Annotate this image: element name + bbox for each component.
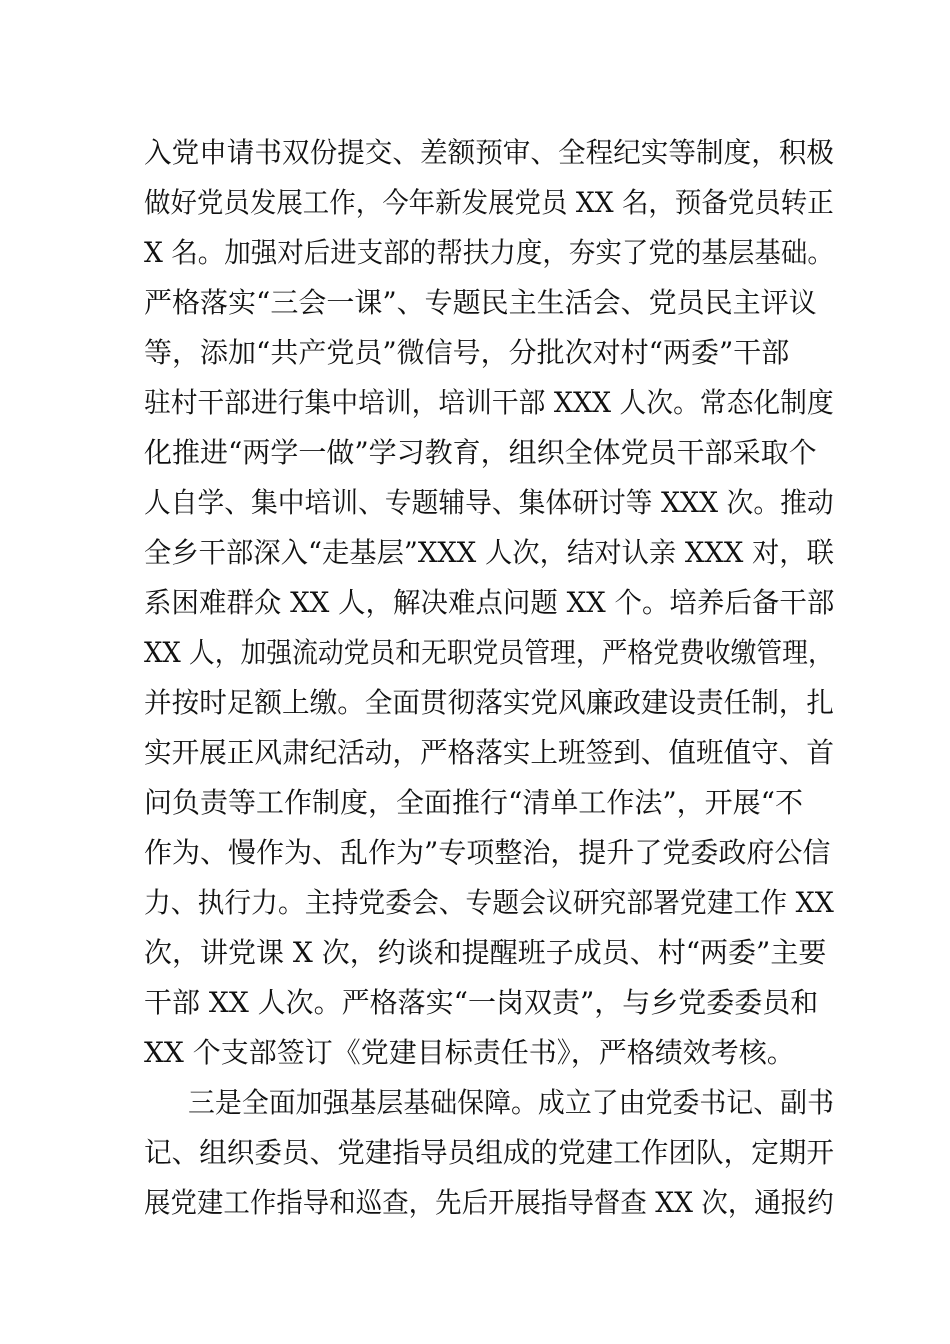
text-line: 展党建工作指导和巡查，先后开展指导督查 XX 次，通报约 (144, 1186, 834, 1219)
text-line: XX 个支部签订《党建目标责任书》，严格绩效考核。 (144, 1036, 795, 1069)
text-line: 并按时足额上缴。全面贯彻落实党风廉政建设责任制，扎 (144, 686, 835, 719)
text-line: X 名。加强对后进支部的帮扶力度，夯实了党的基层基础。 (144, 236, 834, 269)
text-line: 记、组织委员、党建指导员组成的党建工作团队，定期开 (144, 1136, 835, 1169)
text-line: 做好党员发展工作，今年新发展党员 XX 名，预备党员转正 (144, 186, 834, 219)
text-line: 实开展正风肃纪活动，严格落实上班签到、值班值守、首 (144, 736, 835, 769)
text-line: 力、执行力。主持党委会、专题会议研究部署党建工作 XX (144, 886, 834, 919)
paragraph-start-line: 三是全面加强基层基础保障。成立了由党委书记、副书 (188, 1086, 835, 1119)
text-line: 严格落实“三会一课”、专题民主生活会、党员民主评议 (144, 286, 817, 319)
text-line: 化推进“两学一做”学习教育，组织全体党员干部采取个 (144, 436, 817, 469)
text-line: 作为、慢作为、乱作为”专项整治，提升了党委政府公信 (144, 836, 831, 869)
text-line: 全乡干部深入“走基层”XXX 人次，结对认亲 XXX 对，联 (144, 536, 834, 569)
text-line: 问负责等工作制度，全面推行“清单工作法”，开展“不 (144, 786, 803, 819)
text-line: 驻村干部进行集中培训，培训干部 XXX 人次。常态化制度 (144, 386, 834, 419)
text-line: 干部 XX 人次。严格落实“一岗双责”，与乡党委委员和 (144, 986, 819, 1019)
text-line: 等，添加“共产党员”微信号，分批次对村“两委”干部 (144, 336, 790, 369)
text-line: 系困难群众 XX 人，解决难点问题 XX 个。培养后备干部 (144, 586, 835, 619)
text-line: XX 人，加强流动党员和无职党员管理，严格党费收缴管理， (144, 636, 834, 669)
text-line: 入党申请书双份提交、差额预审、全程纪实等制度，积极 (144, 136, 835, 169)
text-line: 次，讲党课 X 次，约谈和提醒班子成员、村“两委”主要 (144, 936, 827, 969)
text-line: 人自学、集中培训、专题辅导、集体研讨等 XXX 次。推动 (144, 486, 834, 519)
